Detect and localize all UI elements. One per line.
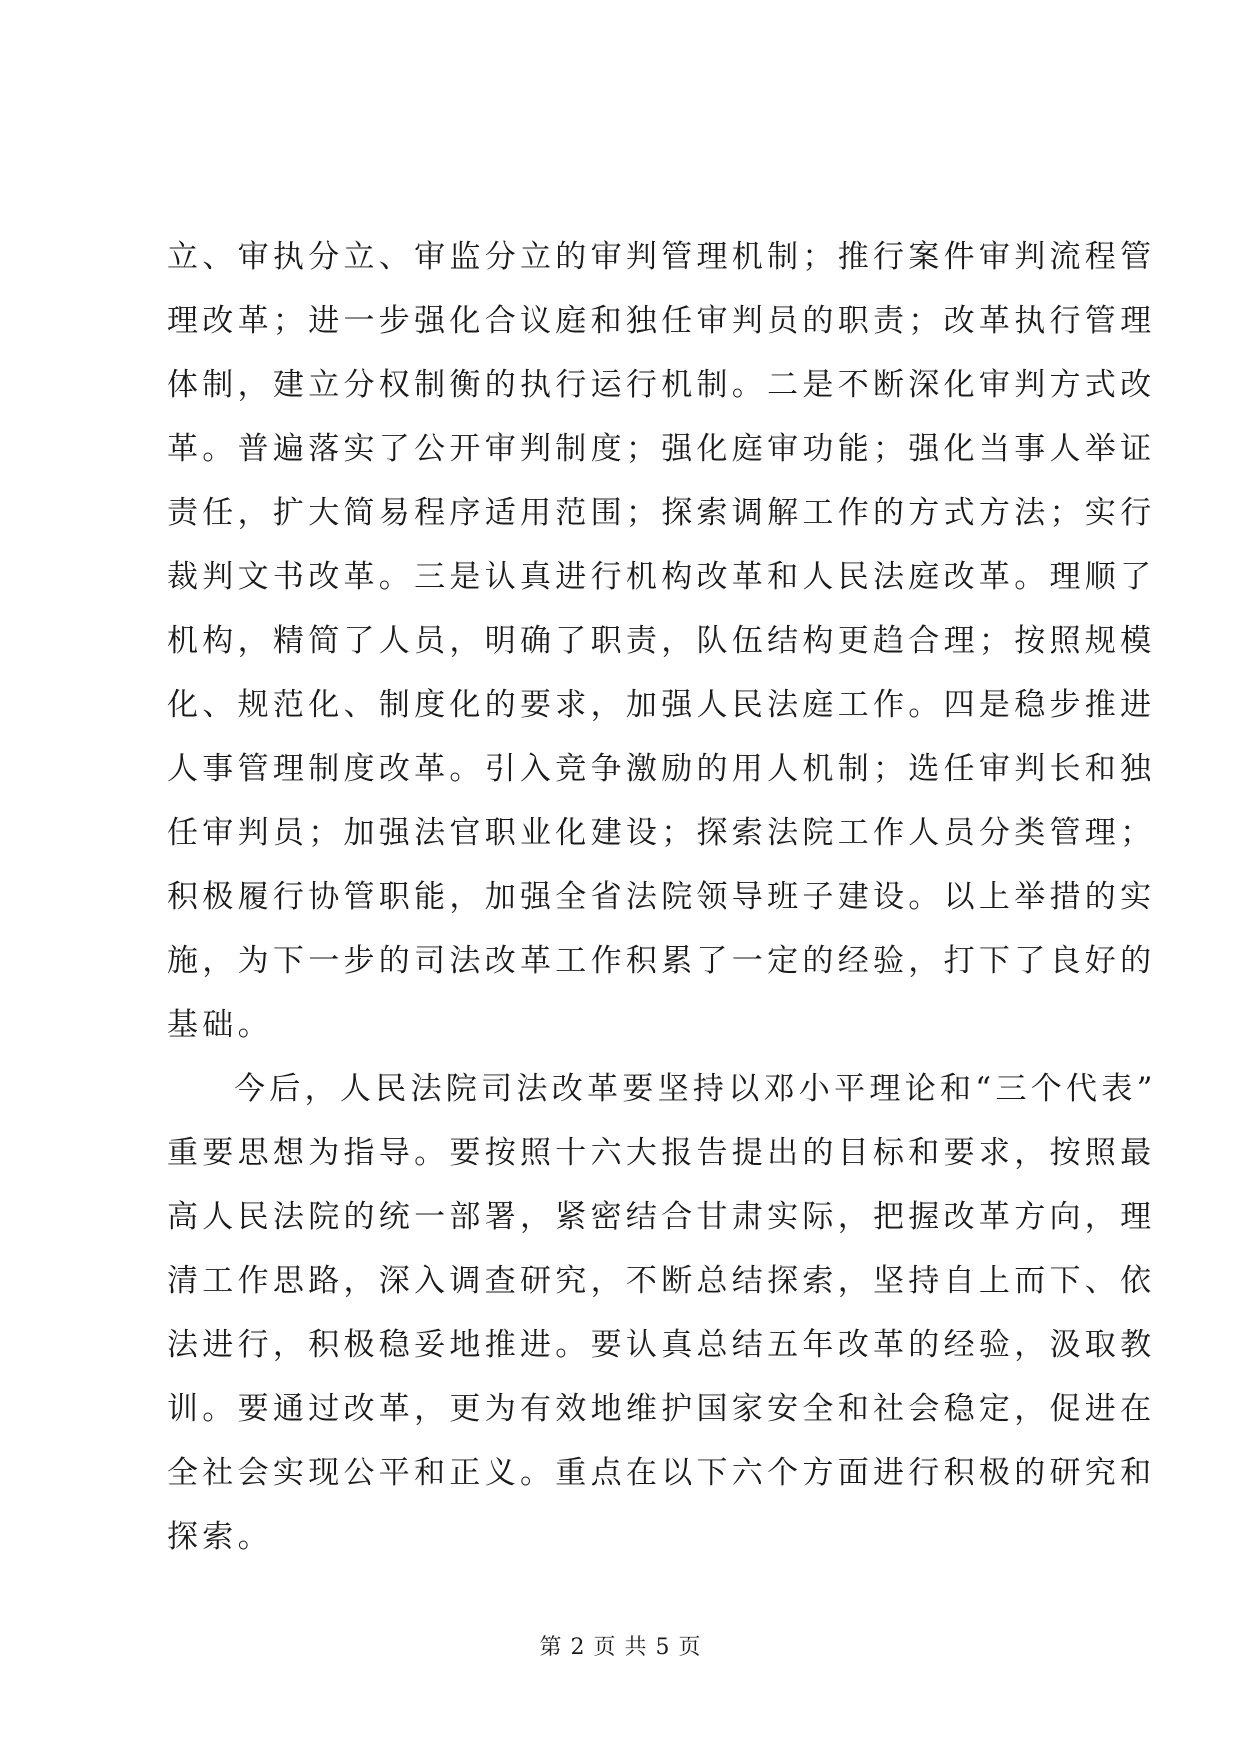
text-line: 高人民法院的统一部署，紧密结合甘肃实际，把握改革方向，理	[167, 1199, 1156, 1235]
text-line: 重要思想为指导。要按照十六大报告提出的目标和要求，按照最	[167, 1135, 1156, 1171]
text-line: 法进行，积极稳妥地推进。要认真总结五年改革的经验，汲取教	[167, 1327, 1156, 1363]
text-line: 基础。	[167, 1007, 273, 1043]
text-line: 今后，人民法院司法改革要坚持以邓小平理论和“三个代表”	[234, 1071, 1157, 1107]
text-line: 裁判文书改革。三是认真进行机构改革和人民法庭改革。理顺了	[167, 559, 1156, 595]
text-line: 任审判员；加强法官职业化建设；探索法院工作人员分类管理；	[167, 815, 1156, 851]
paragraph-1	[167, 225, 1156, 1057]
page-number-footer: 第 2 页 共 5 页	[539, 1635, 702, 1660]
text-line: 积极履行协管职能，加强全省法院领导班子建设。以上举措的实	[167, 879, 1156, 915]
text-line: 全社会实现公平和正义。重点在以下六个方面进行积极的研究和	[167, 1455, 1156, 1491]
text-line: 理改革；进一步强化合议庭和独任审判员的职责；改革执行管理	[167, 303, 1156, 339]
text-line: 机构，精简了人员，明确了职责，队伍结构更趋合理；按照规模	[167, 623, 1156, 659]
text-line: 人事管理制度改革。引入竞争激励的用人机制；选任审判长和独	[167, 751, 1156, 787]
paragraph-2	[167, 1057, 1157, 1569]
text-line: 责任，扩大简易程序适用范围；探索调解工作的方式方法；实行	[167, 495, 1156, 531]
text-line: 施，为下一步的司法改革工作积累了一定的经验，打下了良好的	[167, 943, 1156, 979]
text-line: 立、审执分立、审监分立的审判管理机制；推行案件审判流程管	[167, 239, 1156, 275]
text-line: 探索。	[167, 1519, 273, 1555]
text-line: 化、规范化、制度化的要求，加强人民法庭工作。四是稳步推进	[167, 687, 1156, 723]
text-line: 体制，建立分权制衡的执行运行机制。二是不断深化审判方式改	[167, 367, 1156, 403]
text-line: 清工作思路，深入调查研究，不断总结探索，坚持自上而下、依	[167, 1263, 1156, 1299]
text-line: 训。要通过改革，更为有效地维护国家安全和社会稳定，促进在	[167, 1391, 1156, 1427]
document-body	[167, 225, 1157, 1569]
text-line: 革。普遍落实了公开审判制度；强化庭审功能；强化当事人举证	[167, 431, 1156, 467]
